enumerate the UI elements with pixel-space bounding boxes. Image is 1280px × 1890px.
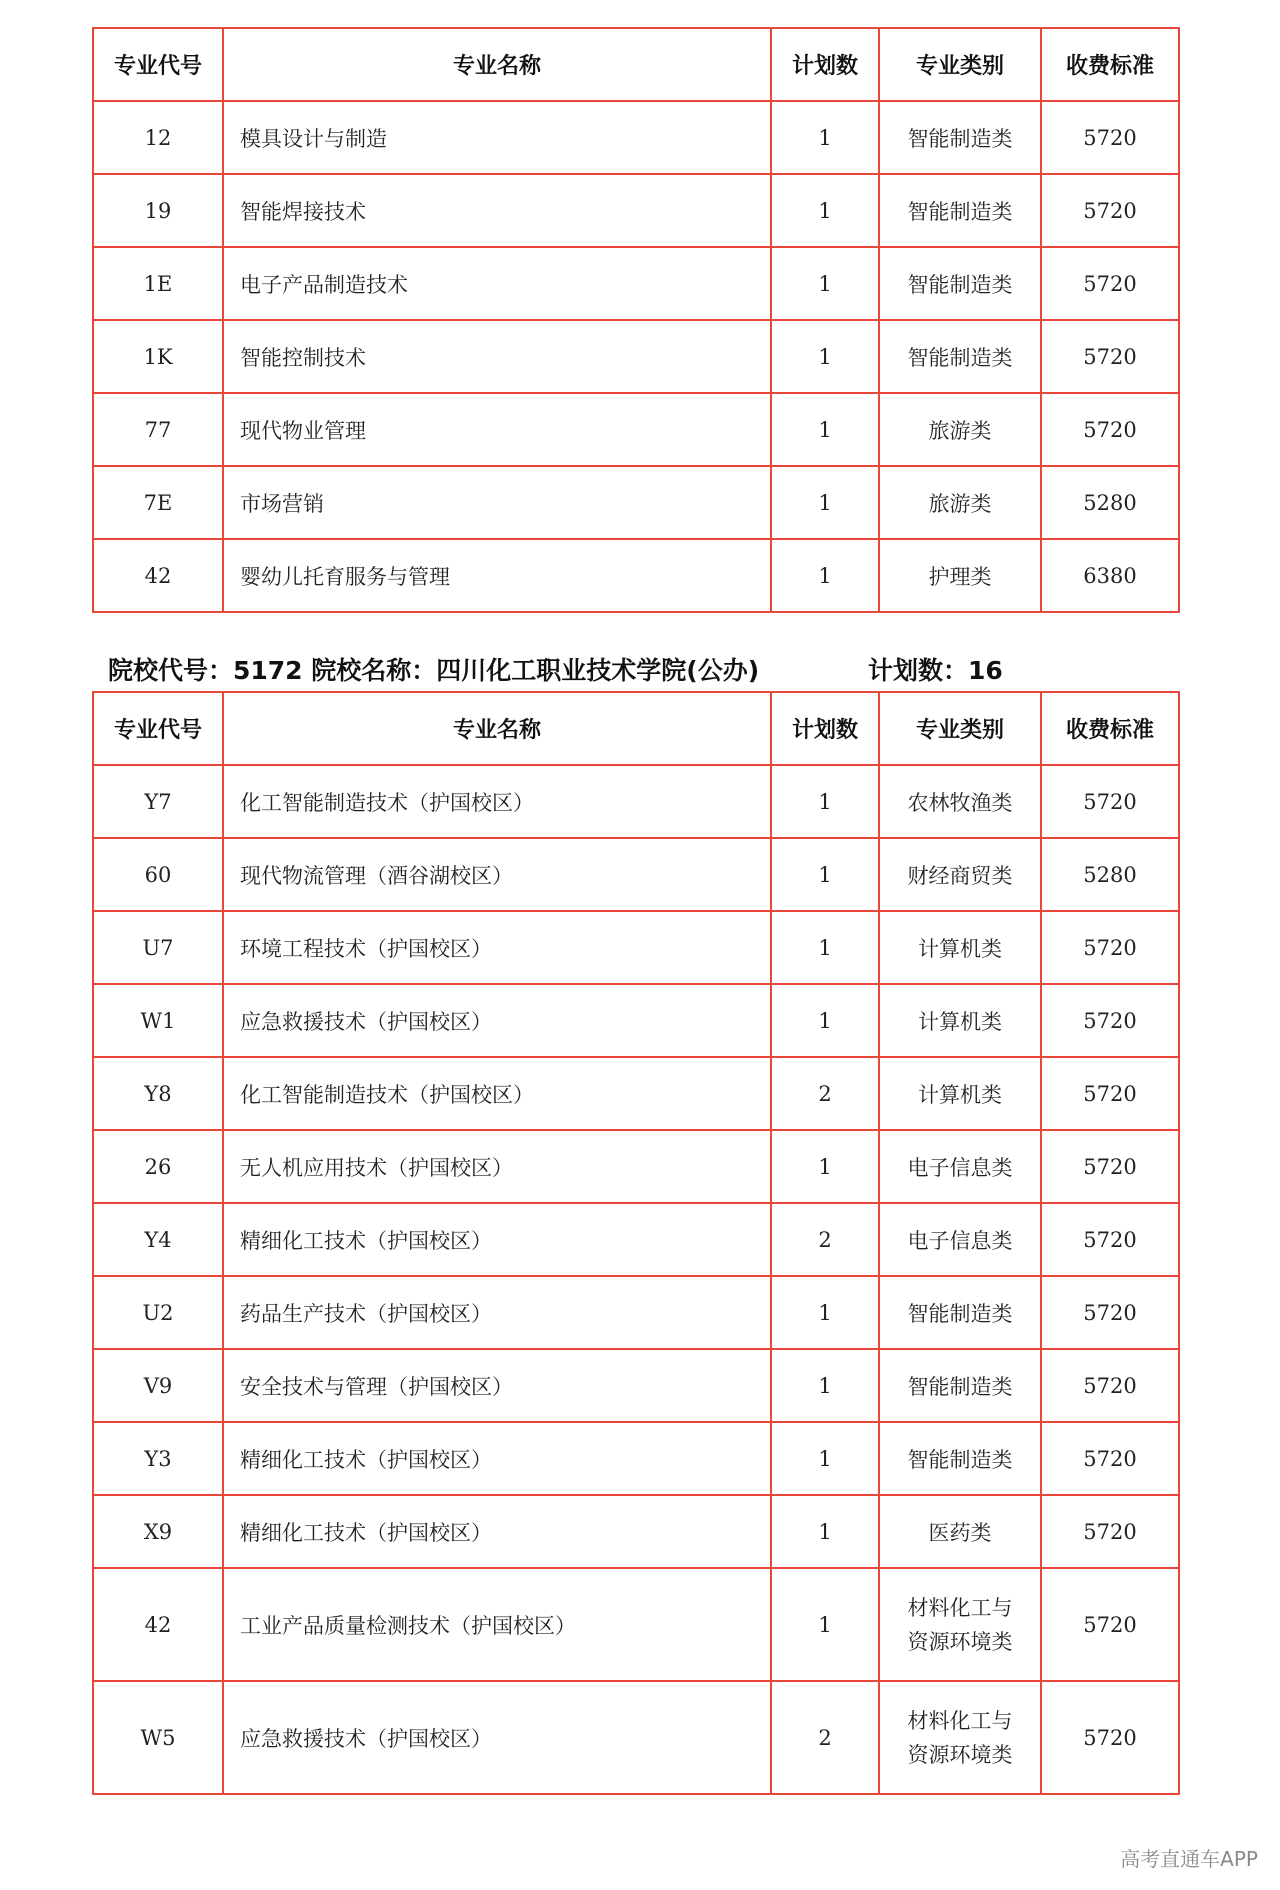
tuition-fee: 5720 (1041, 1422, 1179, 1495)
major-name: 环境工程技术（护国校区） (223, 911, 771, 984)
major-code: 42 (93, 539, 223, 612)
major-code: 1E (93, 247, 223, 320)
table-row (93, 539, 1179, 612)
tuition-fee: 5280 (1041, 838, 1179, 911)
plan-count: 1 (771, 1349, 879, 1422)
school-info: 院校代号：5172 院校名称：四川化工职业技术学院(公办) (108, 656, 760, 685)
tuition-fee: 5720 (1041, 765, 1179, 838)
tuition-fee: 5720 (1041, 984, 1179, 1057)
major-name: 市场营销 (223, 466, 771, 539)
major-name: 化工智能制造技术（护国校区） (223, 765, 771, 838)
major-code: W1 (93, 984, 223, 1057)
table-row (93, 1203, 1179, 1276)
major-category-line: 材料化工与 (907, 1595, 1013, 1620)
major-name: 应急救援技术（护国校区） (223, 1681, 771, 1794)
major-code: Y4 (93, 1203, 223, 1276)
header-plan: 计划数 (771, 28, 879, 101)
plan-count: 1 (771, 320, 879, 393)
table-row (93, 320, 1179, 393)
school-header (108, 651, 1178, 687)
major-category: 智能制造类 (879, 1422, 1041, 1495)
plan-count: 2 (771, 1681, 879, 1794)
major-name: 精细化工技术（护国校区） (223, 1203, 771, 1276)
tuition-fee: 5720 (1041, 320, 1179, 393)
tuition-fee: 5720 (1041, 101, 1179, 174)
major-category: 智能制造类 (879, 320, 1041, 393)
table-row (93, 1349, 1179, 1422)
header-fee: 收费标准 (1041, 692, 1179, 765)
table-row (93, 911, 1179, 984)
major-category: 电子信息类 (879, 1130, 1041, 1203)
plan-count: 1 (771, 838, 879, 911)
major-category: 财经商贸类 (879, 838, 1041, 911)
tuition-fee: 5720 (1041, 247, 1179, 320)
major-code: V9 (93, 1349, 223, 1422)
major-code: X9 (93, 1495, 223, 1568)
major-code: 42 (93, 1568, 223, 1681)
major-category-line: 材料化工与 (907, 1708, 1013, 1733)
table-header-row (93, 28, 1179, 101)
major-category: 旅游类 (879, 466, 1041, 539)
major-name: 模具设计与制造 (223, 101, 771, 174)
major-code: Y3 (93, 1422, 223, 1495)
major-category: 护理类 (879, 539, 1041, 612)
watermark: 高考直通车APP (1120, 1847, 1258, 1871)
plan-count: 1 (771, 911, 879, 984)
plan-count: 1 (771, 1276, 879, 1349)
plan-count: 1 (771, 1130, 879, 1203)
major-code: 19 (93, 174, 223, 247)
plan-count: 1 (771, 539, 879, 612)
table-row (93, 101, 1179, 174)
plan-count: 1 (771, 466, 879, 539)
major-code: 12 (93, 101, 223, 174)
table-row (93, 1276, 1179, 1349)
major-name: 智能焊接技术 (223, 174, 771, 247)
major-name: 药品生产技术（护国校区） (223, 1276, 771, 1349)
table-row (93, 1681, 1179, 1794)
tuition-fee: 5720 (1041, 1349, 1179, 1422)
major-name: 化工智能制造技术（护国校区） (223, 1057, 771, 1130)
tuition-fee: 5720 (1041, 1681, 1179, 1794)
major-name: 应急救援技术（护国校区） (223, 984, 771, 1057)
major-name: 现代物业管理 (223, 393, 771, 466)
major-category: 智能制造类 (879, 247, 1041, 320)
tuition-fee: 5720 (1041, 1276, 1179, 1349)
major-category: 农林牧渔类 (879, 765, 1041, 838)
major-category: 电子信息类 (879, 1203, 1041, 1276)
major-name: 现代物流管理（酒谷湖校区） (223, 838, 771, 911)
major-category: 计算机类 (879, 984, 1041, 1057)
major-code: 7E (93, 466, 223, 539)
major-name: 智能控制技术 (223, 320, 771, 393)
major-name: 精细化工技术（护国校区） (223, 1495, 771, 1568)
tuition-fee: 5720 (1041, 1568, 1179, 1681)
plan-count: 1 (771, 1568, 879, 1681)
tuition-fee: 5720 (1041, 393, 1179, 466)
major-category: 医药类 (879, 1495, 1041, 1568)
major-code: Y7 (93, 765, 223, 838)
header-code: 专业代号 (93, 692, 223, 765)
tuition-fee: 5720 (1041, 1057, 1179, 1130)
header-category: 专业类别 (879, 28, 1041, 101)
major-table-1 (92, 27, 1180, 613)
plan-count: 1 (771, 1422, 879, 1495)
tuition-fee: 5720 (1041, 1495, 1179, 1568)
table-row (93, 1422, 1179, 1495)
header-name: 专业名称 (223, 692, 771, 765)
major-category: 计算机类 (879, 911, 1041, 984)
major-category: 智能制造类 (879, 174, 1041, 247)
plan-count: 1 (771, 101, 879, 174)
table-row (93, 984, 1179, 1057)
plan-count: 2 (771, 1203, 879, 1276)
tuition-fee: 5720 (1041, 911, 1179, 984)
plan-count: 1 (771, 247, 879, 320)
major-code: 1K (93, 320, 223, 393)
header-plan: 计划数 (771, 692, 879, 765)
major-code: 77 (93, 393, 223, 466)
major-category: 计算机类 (879, 1057, 1041, 1130)
major-category: 智能制造类 (879, 101, 1041, 174)
major-category-line: 资源环境类 (907, 1742, 1013, 1767)
major-code: U2 (93, 1276, 223, 1349)
major-name: 电子产品制造技术 (223, 247, 771, 320)
major-name: 精细化工技术（护国校区） (223, 1422, 771, 1495)
header-fee: 收费标准 (1041, 28, 1179, 101)
plan-count: 1 (771, 765, 879, 838)
major-category: 旅游类 (879, 393, 1041, 466)
major-category: 智能制造类 (879, 1349, 1041, 1422)
tuition-fee: 5280 (1041, 466, 1179, 539)
major-code: W5 (93, 1681, 223, 1794)
major-code: U7 (93, 911, 223, 984)
major-category: 智能制造类 (879, 1276, 1041, 1349)
major-category-line: 资源环境类 (907, 1629, 1013, 1654)
table-row (93, 1130, 1179, 1203)
major-name: 安全技术与管理（护国校区） (223, 1349, 771, 1422)
tuition-fee: 5720 (1041, 174, 1179, 247)
major-name: 婴幼儿托育服务与管理 (223, 539, 771, 612)
major-code: 26 (93, 1130, 223, 1203)
plan-count: 1 (771, 174, 879, 247)
major-name: 无人机应用技术（护国校区） (223, 1130, 771, 1203)
table-row (93, 174, 1179, 247)
major-code: 60 (93, 838, 223, 911)
plan-count: 1 (771, 984, 879, 1057)
tuition-fee: 6380 (1041, 539, 1179, 612)
major-name: 工业产品质量检测技术（护国校区） (223, 1568, 771, 1681)
table-row (93, 838, 1179, 911)
table-row (93, 466, 1179, 539)
table-row (93, 1495, 1179, 1568)
table-row (93, 1568, 1179, 1681)
plan-count: 1 (771, 1495, 879, 1568)
plan-count: 2 (771, 1057, 879, 1130)
header-code: 专业代号 (93, 28, 223, 101)
table-row (93, 393, 1179, 466)
major-category (879, 1568, 1041, 1681)
header-category: 专业类别 (879, 692, 1041, 765)
major-category (879, 1681, 1041, 1794)
school-plan-total: 计划数：16 (868, 656, 1003, 685)
major-code: Y8 (93, 1057, 223, 1130)
table-row (93, 765, 1179, 838)
tuition-fee: 5720 (1041, 1130, 1179, 1203)
table-row (93, 247, 1179, 320)
table-row (93, 1057, 1179, 1130)
plan-count: 1 (771, 393, 879, 466)
table-header-row (93, 692, 1179, 765)
tuition-fee: 5720 (1041, 1203, 1179, 1276)
header-name: 专业名称 (223, 28, 771, 101)
major-table-2 (92, 691, 1180, 1795)
